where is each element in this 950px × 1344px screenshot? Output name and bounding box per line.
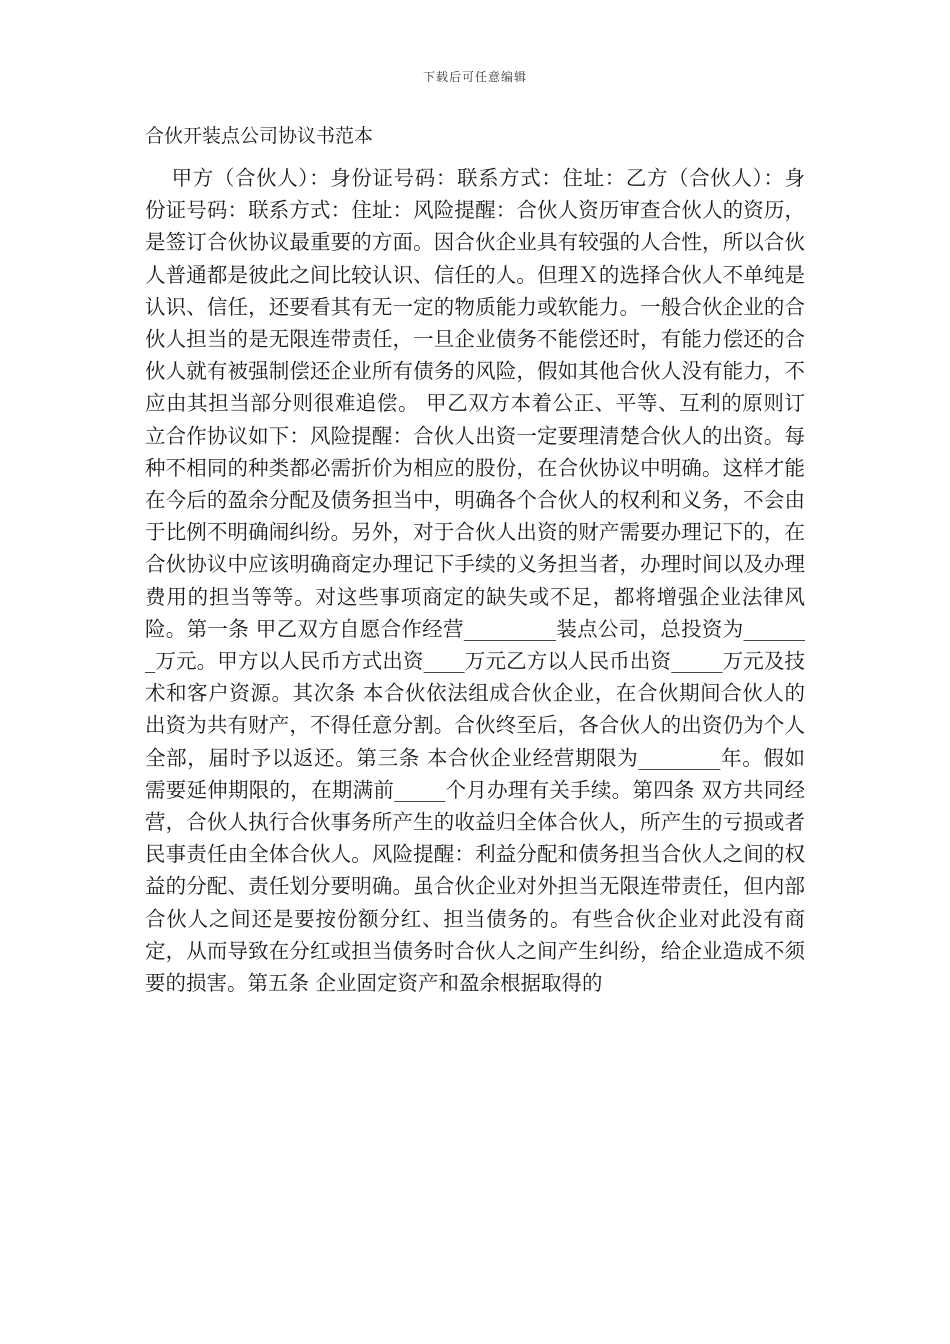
page-header-note: 下载后可任意编辑	[422, 70, 527, 84]
document-title: 合伙开装点公司协议书范本	[145, 125, 374, 147]
document-body: 甲方（合伙人）：身份证号码：联系方式：住址：乙方（合伙人）：身份证号码：联系方式：住址：风险提醒：合伙人资历审查合伙人的资历，是签订合伙协议最重要的方面。因合伙企业具有较强的人合性，所以合伙人普通都是彼此之间比较认识、信任的人。但理Ｘ的选择合伙人不单纯是认识、信任，还要看其有无一定的物质能力或软能力。一般合伙企业的合伙人担当的是无限连带责任，一旦企业债务不能偿还时，有能力偿还的合伙人就有被强制偿还企业所有债务的风险，假如其他合伙人没有能力，不应由其担当部分则很难追偿。 甲乙双方本着公正、平等、互利的原则订立合作协议如下：风险提醒：合伙人出资一定要理清楚合伙人的出资。每种不相同的种类都必需折价为相应的股份，在合伙协议中明确。这样才能在今后的盈余分配及债务担当中，明确各个合伙人的权利和义务，不会由于比例不明确闹纠纷。另外，对于合伙人出资的财产需要办理记下的，在合伙协议中应该明确商定办理记下手续的义务担当者，办理时间以及办理费用的担当等等。对这些事项商定的缺失或不足，都将增强企业法律风险。第一条 甲乙双方自愿合作经营_________装点公司，总投资为_______万元。甲方以人民币方式出资____万元乙方以人民币出资_____万元及技术和客户资源。其次条 本合伙依法组成合伙企业，在合伙期间合伙人的出资为共有财产，不得任意分割。合伙终至后，各合伙人的出资仍为个人全部，届时予以返还。第三条 本合伙企业经营期限为________年。假如需要延伸期限的，在期满前_____个月办理有关手续。第四条 双方共同经营，合伙人执行合伙事务所产生的收益归全体合伙人，所产生的亏损或者民事责任由全体合伙人。风险提醒：利益分配和债务担当合伙人之间的权益的分配、责任划分要明确。虽合伙企业对外担当无限连带责任，但内部合伙人之间还是要按份额分红、担当债务的。有些合伙企业对此没有商定，从而导致在分红或担当债务时合伙人之间产生纠纷，给企业造成不须要的损害。第五条 企业固定资产和盈余根据取得的	[145, 166, 805, 996]
